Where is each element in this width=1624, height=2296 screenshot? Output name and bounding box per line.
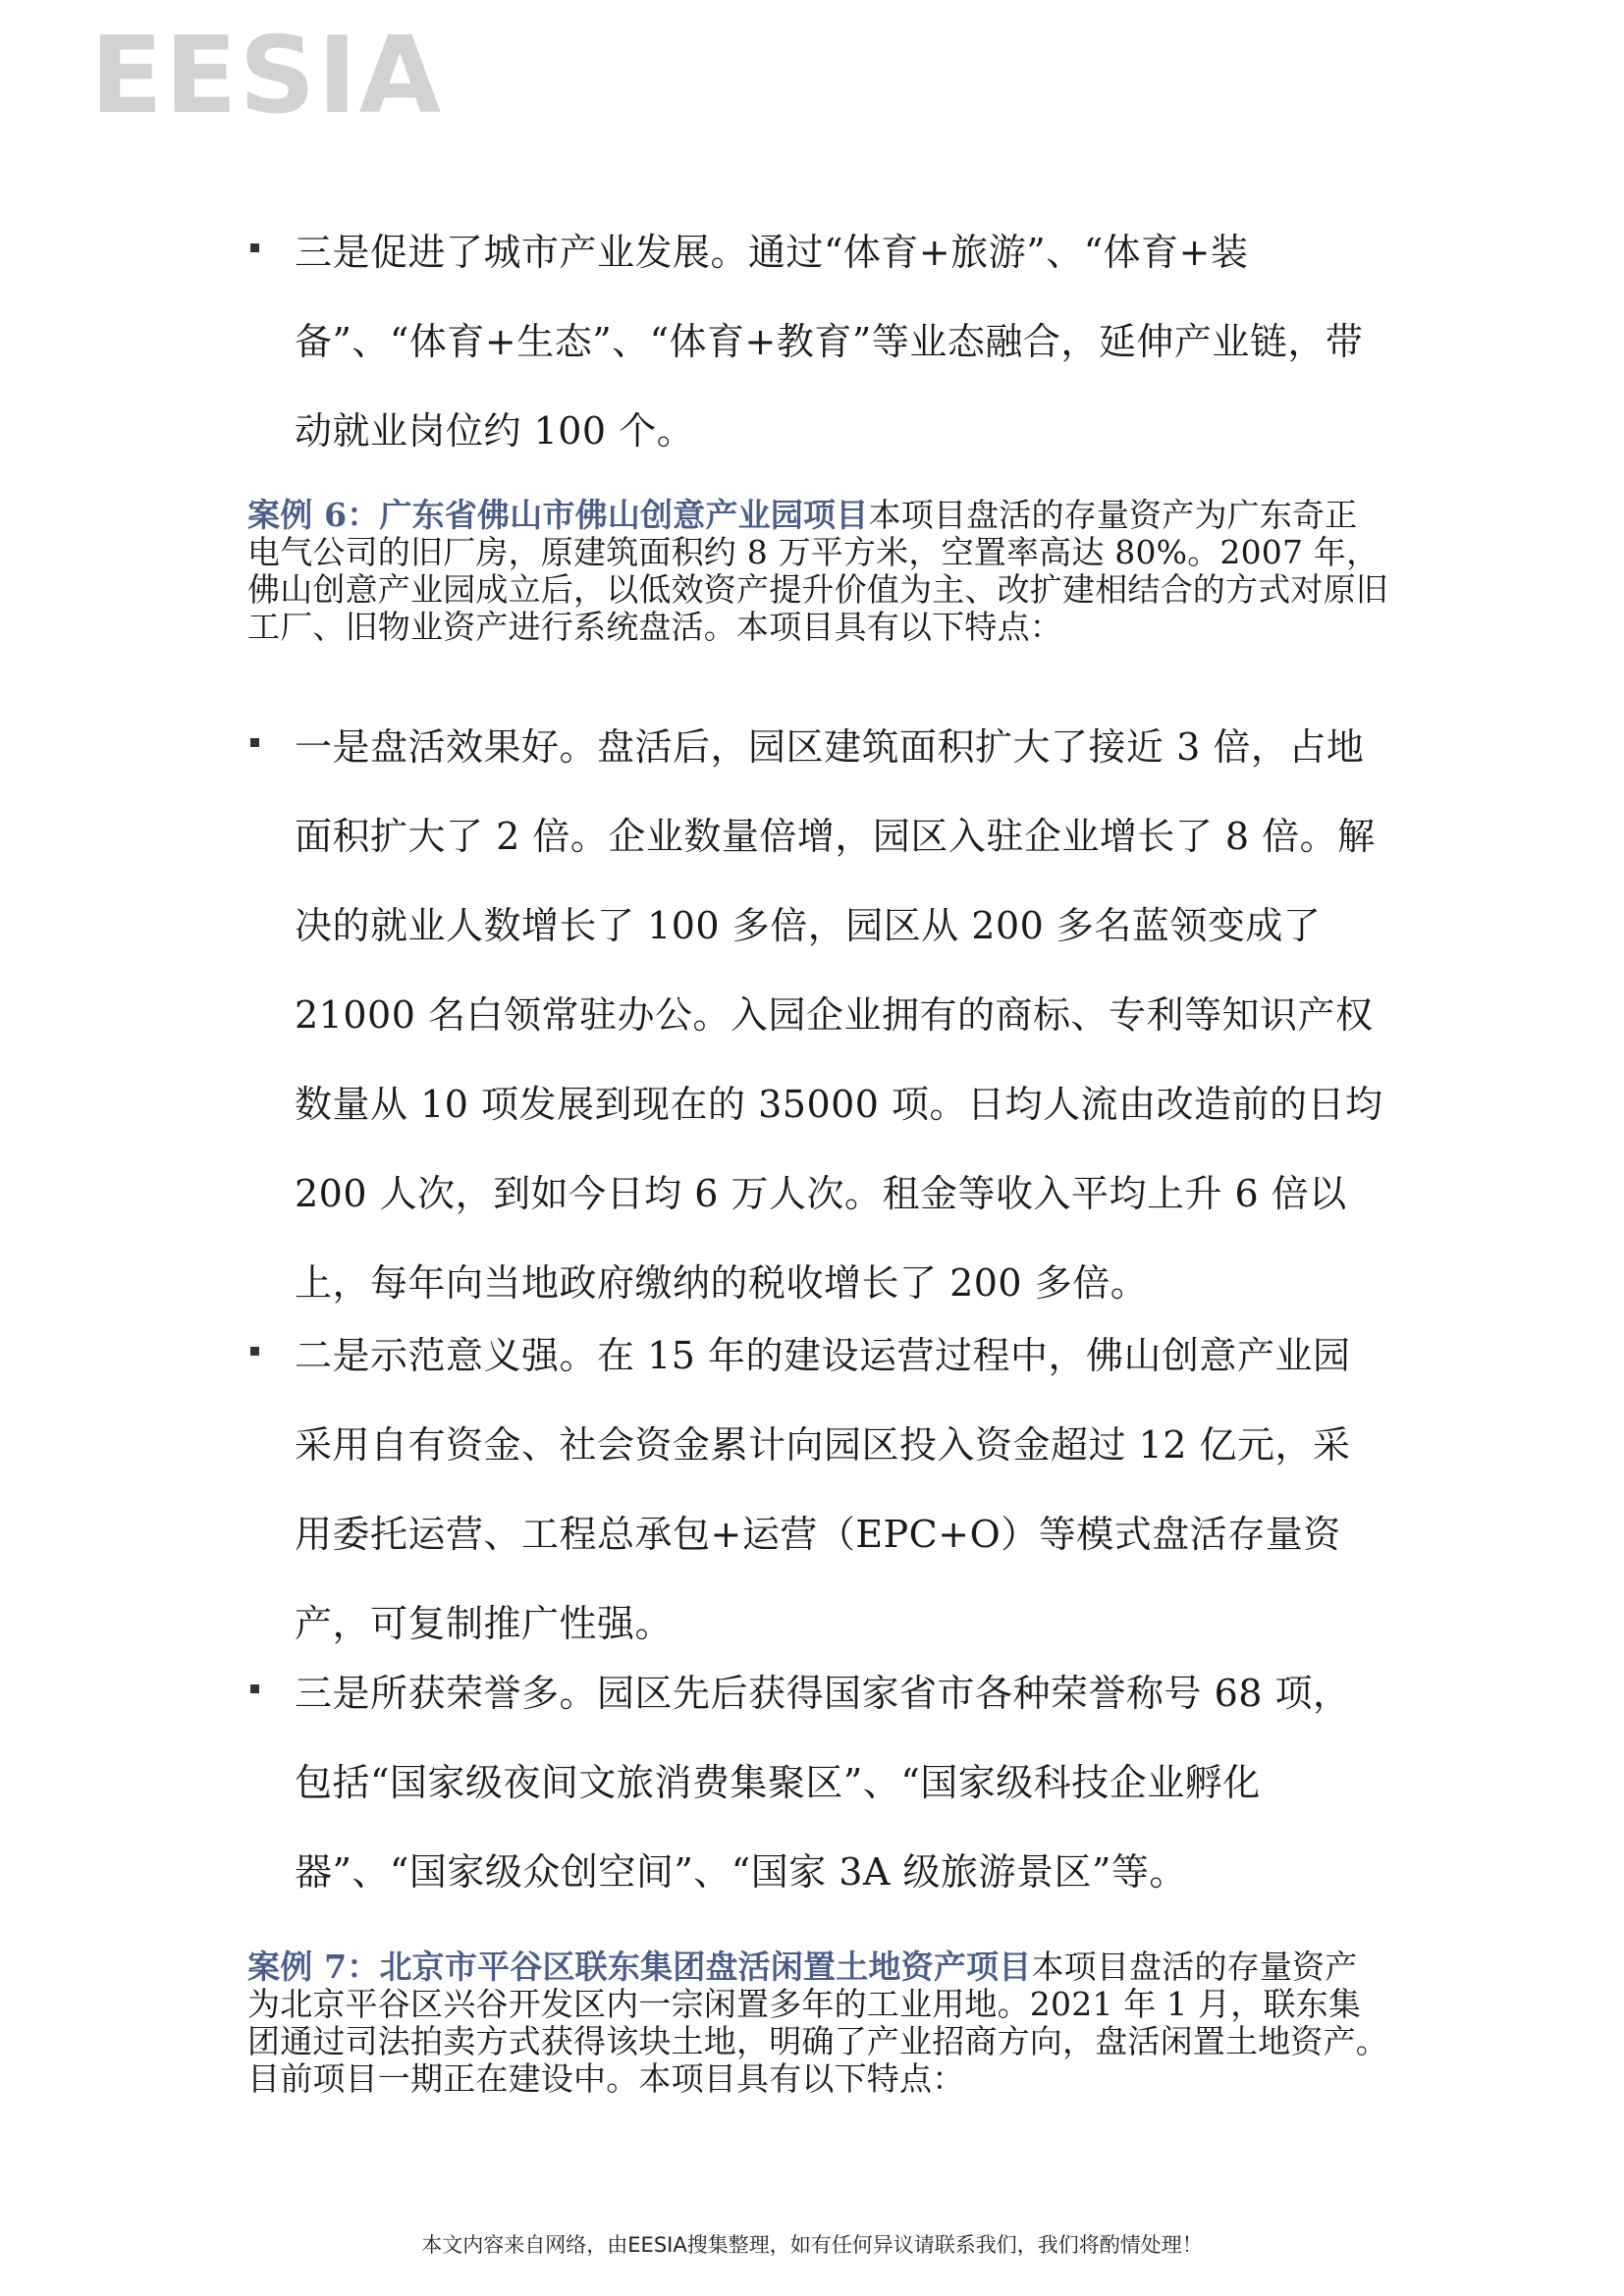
bullet-text: 三是促进了城市产业发展。通过“体育+旅游”、“体育+装备”、“体育+生态”、“体育+教育”等业态融合，延伸产业链，带动就业岗位约 100 个。 xyxy=(295,231,1364,453)
bullet-marker xyxy=(250,1347,259,1356)
bullet-item xyxy=(295,1311,1386,1669)
case-6-paragraph xyxy=(247,497,1388,646)
bullet-text: 一是盘活效果好。盘活后，园区建筑面积扩大了接近 3 倍，占地面积扩大了 2 倍。企业数量倍增，园区入驻企业增长了 8 倍。解决的就业人数增长了 100 多倍，园区从 200 多名蓝领变成了 21000 名白领常驻办公。入园企业拥有的商标、专利等知识产权数量从 10 项发展到现在的 35000 项。日均人流由改造前的日均 200 人次，到如今日均 6 万人次。租金等收入平均上升 6 倍以上，每年向当地政府缴纳的税收增长了 200 多倍。 xyxy=(295,725,1383,1305)
bullet-text: 三是所获荣誉多。园区先后获得国家省市各种荣誉称号 68 项，包括“国家级夜间文旅消费集聚区”、“国家级科技企业孵化器”、“国家级众创空间”、“国家 3A 级旅游景区”等。 xyxy=(295,1672,1351,1894)
case-6-title: 案例 6：广东省佛山市佛山创意产业园项目 xyxy=(247,496,869,534)
case-7-body: 本项目盘活的存量资产为北京平谷区兴谷开发区内一宗闲置多年的工业用地。2021 年 1 月，联东集团通过司法拍卖方式获得该块土地，明确了产业招商方向，盘活闲置土地资产。目前项目一期正在建设中。本项目具有以下特点： xyxy=(247,1948,1388,2098)
bullet-marker xyxy=(250,243,259,252)
bullet-marker xyxy=(250,738,259,747)
bullet-text: 二是示范意义强。在 15 年的建设运营过程中，佛山创意产业园采用自有资金、社会资金累计向园区投入资金超过 12 亿元，采用委托运营、工程总承包+运营（EPC+O）等模式盘活存量资产，可复制推广性强。 xyxy=(295,1334,1351,1645)
case-7-title: 案例 7：北京市平谷区联东集团盘活闲置土地资产项目 xyxy=(247,1948,1032,1986)
bullet-item xyxy=(295,1649,1386,1917)
footer-disclaimer: 本文内容来自网络，由EESIA搜集整理，如有任何异议请联系我们，我们将酌情处理！ xyxy=(421,2233,1203,2257)
eesia-logo: EESIA xyxy=(90,15,444,137)
bullet-item xyxy=(295,208,1386,476)
case-7-paragraph xyxy=(247,1949,1388,2098)
bullet-marker xyxy=(250,1684,259,1693)
bullet-item xyxy=(295,703,1386,1328)
case-6-body: 本项目盘活的存量资产为广东奇正电气公司的旧厂房，原建筑面积约 8 万平方米，空置率高达 80%。2007 年，佛山创意产业园成立后，以低效资产提升价值为主、改扩建相结合的方式对原旧工厂、旧物业资产进行系统盘活。本项目具有以下特点： xyxy=(247,496,1388,646)
